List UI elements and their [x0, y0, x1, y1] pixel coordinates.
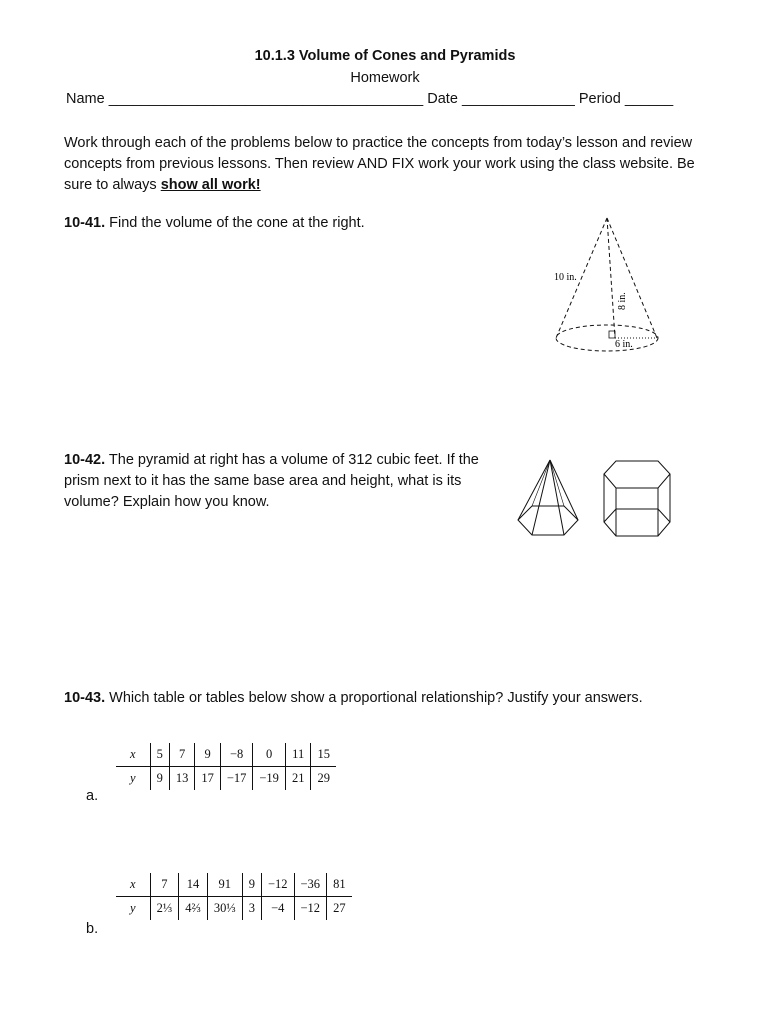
table-cell: −12 [294, 897, 327, 921]
table-cell: 81 [327, 873, 352, 897]
problem-number: 10-42. [64, 452, 106, 468]
table-cell: 14 [179, 873, 208, 897]
y-header: y [130, 901, 136, 915]
date-label: Date [427, 91, 458, 107]
table-cell: 11 [285, 743, 311, 767]
student-info-row [66, 91, 706, 107]
table-cell: −4 [261, 897, 294, 921]
table-cell: −36 [294, 873, 327, 897]
instructions [64, 133, 714, 196]
prism-shape [604, 461, 670, 536]
table-cell: 4⅔ [179, 897, 208, 921]
x-header: x [116, 873, 150, 897]
problem-text: Find the volume of the cone at the right. [109, 215, 365, 231]
table-a [116, 743, 336, 790]
table-row-x [116, 873, 352, 897]
table-cell: 9 [242, 873, 261, 897]
table-cell: 91 [207, 873, 242, 897]
table-cell: 2⅓ [150, 897, 179, 921]
table-cell: 0 [253, 743, 286, 767]
x-header: x [116, 743, 150, 767]
problem-text: Which table or tables below show a proportional relationship? Justify your answers. [109, 690, 643, 706]
table-cell: −17 [220, 767, 253, 791]
table-cell: 21 [285, 767, 311, 791]
problem-10-42 [64, 450, 504, 513]
cone-height-label: 8 in. [617, 292, 628, 310]
table-a-label: a. [86, 788, 99, 804]
table-cell: 9 [150, 767, 169, 791]
table-cell: 30⅓ [207, 897, 242, 921]
table-cell: 13 [169, 767, 195, 791]
name-label: Name [66, 91, 105, 107]
table-cell: 27 [327, 897, 352, 921]
pyramid-shape [518, 460, 578, 535]
problem-number: 10-43. [64, 690, 106, 706]
table-b [116, 873, 352, 920]
problem-10-41 [64, 213, 504, 234]
problem-text: The pyramid at right has a volume of 312 cubic feet. If the prism next to it has the same base area and height, what is its volume? Explain how you know. [64, 452, 479, 510]
table-cell: 9 [195, 743, 221, 767]
table-cell: 3 [242, 897, 261, 921]
cone-figure [548, 212, 668, 362]
page-title: 10.1.3 Volume of Cones and Pyramids [254, 48, 516, 64]
table-b-label: b. [86, 921, 99, 937]
table-cell: 7 [150, 873, 179, 897]
date-blank: ______________ [461, 91, 575, 107]
xy-table-b [116, 873, 352, 920]
problem-10-43 [64, 688, 744, 709]
cone-radius-label: 6 in. [615, 339, 633, 350]
instructions-text: Work through each of the problems below to practice the concepts from today’s lesson and review concepts from previous lessons. Then review AND FIX work your work using the class website. Be sure to always [64, 135, 695, 193]
xy-table-a [116, 743, 336, 790]
table-row-y [116, 897, 352, 921]
table-cell: 15 [311, 743, 336, 767]
table-cell: 7 [169, 743, 195, 767]
table-cell: −8 [220, 743, 253, 767]
cone-slant-label: 10 in. [554, 272, 577, 283]
instructions-emphasis: show all work! [160, 177, 261, 193]
table-cell: 17 [195, 767, 221, 791]
problem-number: 10-41. [64, 215, 106, 231]
table-row-y [116, 767, 336, 791]
table-row-x [116, 743, 336, 767]
table-cell: −12 [261, 873, 294, 897]
page-subtitle: Homework [350, 70, 420, 86]
table-cell: −19 [253, 767, 286, 791]
y-header: y [130, 771, 136, 785]
period-label: Period [578, 91, 621, 107]
period-blank: ______ [624, 91, 674, 107]
pyramid-prism-figure [512, 456, 672, 541]
name-blank: _______________________________________ [108, 91, 424, 107]
table-cell: 5 [150, 743, 169, 767]
table-cell: 29 [311, 767, 336, 791]
